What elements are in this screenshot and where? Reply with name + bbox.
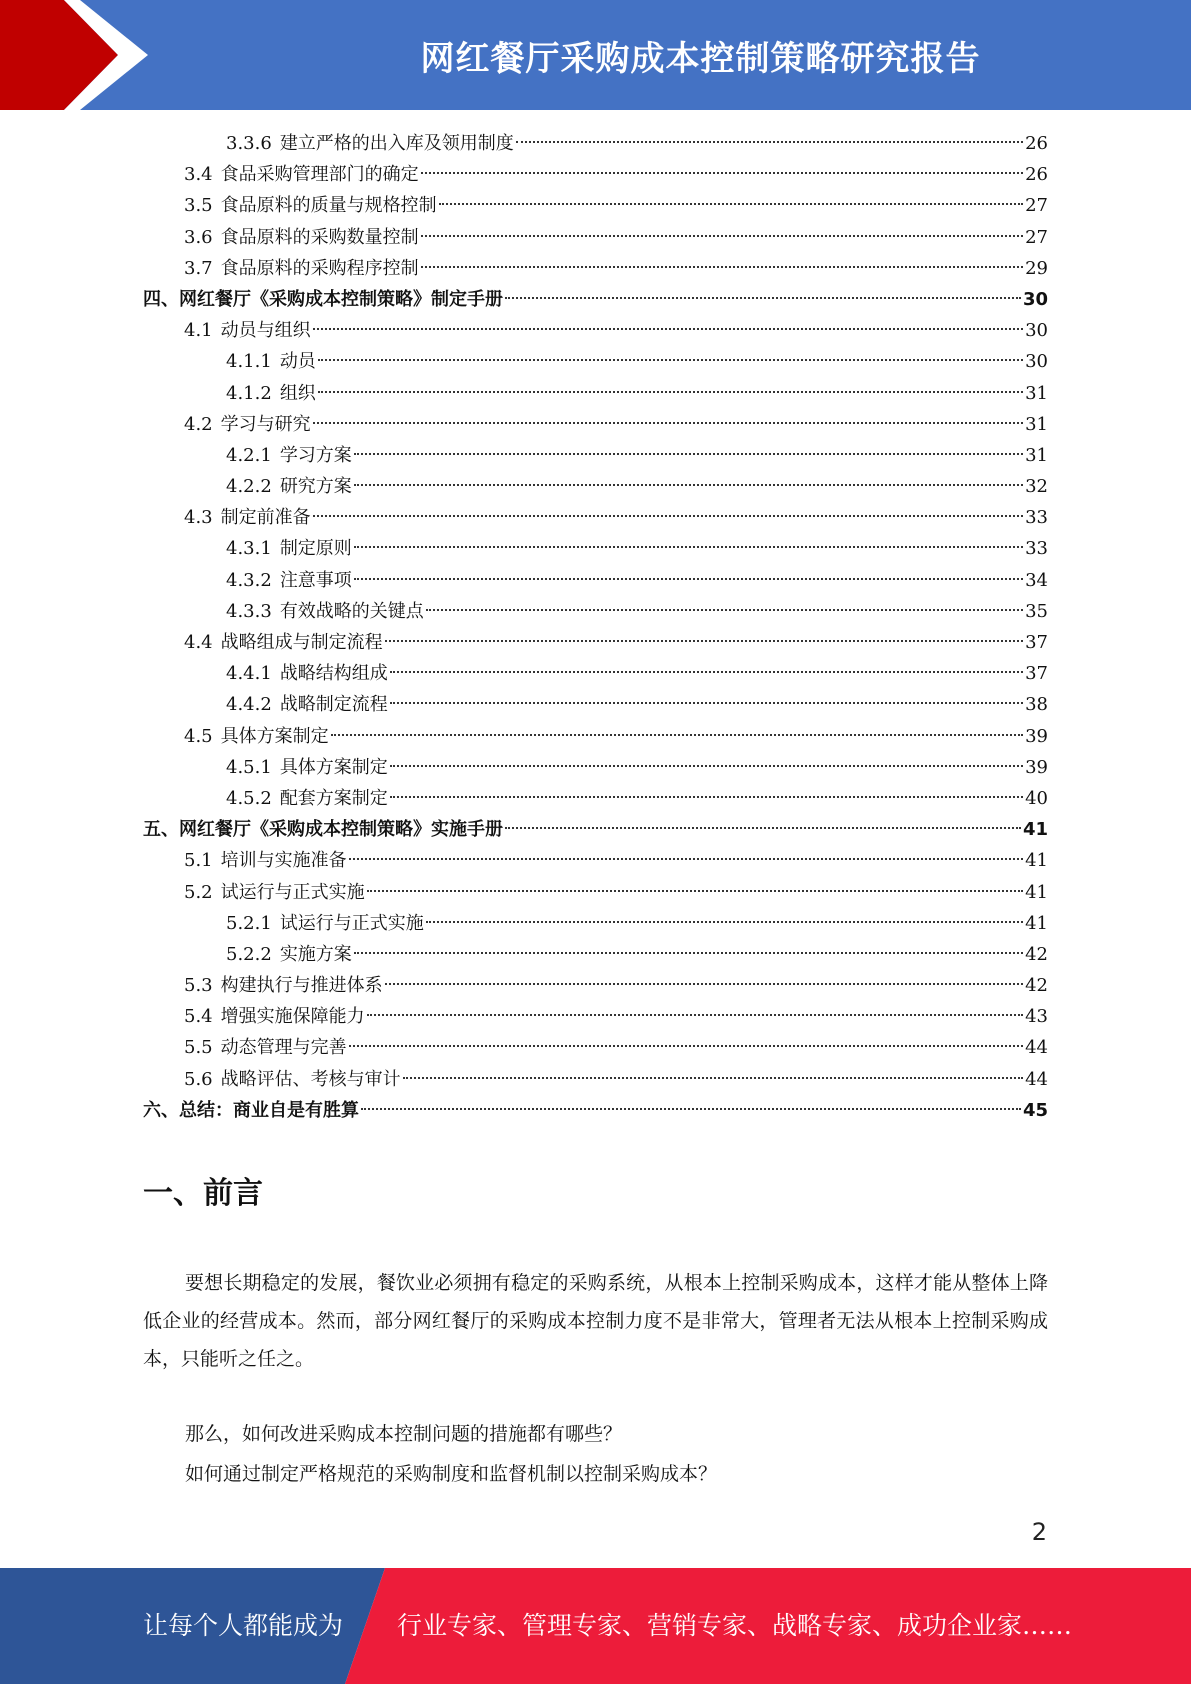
toc-entry-title: 战略结构组成 (279, 663, 388, 685)
toc-dot-leader (354, 546, 1023, 548)
toc-dot-leader (349, 858, 1023, 860)
toc-entry-page: 33 (1025, 507, 1048, 529)
toc-entry-title: 学习与研究 (220, 413, 311, 435)
toc-entry-page: 26 (1025, 133, 1048, 154)
toc-dot-leader (421, 235, 1023, 237)
toc-dot-leader (505, 297, 1021, 299)
toc-entry[interactable] (143, 1032, 1048, 1063)
toc-entry-number: 4.1.2 (226, 382, 272, 404)
toc-dot-leader (354, 453, 1023, 455)
toc-entry[interactable] (143, 471, 1048, 502)
toc-entry-title: 试运行与正式实施 (279, 912, 424, 934)
toc-entry-title: 网红餐厅《采购成本控制策略》制定手册 (179, 288, 503, 310)
toc-dot-leader (367, 1014, 1023, 1016)
toc-entry-title: 具体方案制定 (220, 725, 329, 747)
toc-entry-page: 34 (1025, 569, 1048, 591)
toc-entry-page: 30 (1025, 320, 1048, 342)
toc-entry-title: 注意事项 (279, 569, 352, 591)
toc-entry-title: 动员 (279, 351, 316, 373)
toc-dot-leader (390, 765, 1023, 767)
toc-entry-number: 3.4 (184, 164, 213, 186)
table-of-contents (143, 128, 1048, 1126)
toc-entry-page: 41 (1022, 819, 1048, 841)
footer-banner (0, 1568, 1191, 1684)
toc-entry-number: 4.4.1 (226, 663, 272, 685)
toc-entry[interactable] (143, 378, 1048, 409)
toc-entry[interactable] (143, 783, 1048, 814)
toc-entry-title: 研究方案 (279, 476, 352, 498)
toc-entry-title: 食品原料的质量与规格控制 (220, 195, 437, 217)
toc-entry[interactable] (143, 1095, 1048, 1126)
toc-dot-leader (385, 983, 1023, 985)
toc-dot-leader (367, 890, 1023, 892)
toc-entry-page: 44 (1025, 1068, 1048, 1090)
toc-entry-number: 5.5 (184, 1037, 213, 1059)
toc-entry-title: 网红餐厅《采购成本控制策略》实施手册 (179, 819, 503, 841)
toc-entry-title: 试运行与正式实施 (220, 881, 365, 903)
toc-entry[interactable] (143, 409, 1048, 440)
toc-entry-title: 增强实施保障能力 (220, 1006, 365, 1028)
toc-entry-page: 43 (1025, 1006, 1048, 1028)
toc-entry-page: 37 (1025, 663, 1048, 685)
toc-entry[interactable] (143, 658, 1048, 689)
toc-entry[interactable] (143, 689, 1048, 720)
toc-dot-leader (390, 796, 1023, 798)
question-line-1: 那么，如何改进采购成本控制问题的措施都有哪些？ (185, 1423, 623, 1445)
question-line-2: 如何通过制定严格规范的采购制度和监督机制以控制采购成本？ (185, 1463, 718, 1485)
toc-entry[interactable] (143, 440, 1048, 471)
toc-entry-number: 5.2.1 (226, 912, 272, 934)
toc-entry-number: 3.6 (184, 226, 213, 248)
toc-entry-number: 3.3.6 (226, 133, 272, 154)
toc-entry-page: 41 (1025, 912, 1048, 934)
toc-dot-leader (403, 1077, 1023, 1079)
toc-entry-page: 33 (1025, 538, 1048, 560)
toc-entry[interactable] (143, 346, 1048, 377)
toc-dot-leader (385, 640, 1023, 642)
toc-entry-title: 战略制定流程 (279, 694, 388, 716)
toc-entry-page: 40 (1025, 787, 1048, 809)
toc-entry-title: 食品原料的采购程序控制 (220, 257, 419, 279)
footer-slogan-left: 让每个人都能成为 (143, 1611, 344, 1640)
toc-entry-number: 5.2.2 (226, 943, 272, 965)
toc-dot-leader (361, 1108, 1021, 1110)
toc-dot-leader (421, 172, 1023, 174)
toc-entry-number: 4.2 (184, 413, 213, 435)
toc-entry-number: 4.1 (184, 320, 213, 342)
toc-entry-page: 35 (1025, 600, 1048, 622)
toc-dot-leader (318, 391, 1023, 393)
header-arrow-logo (0, 0, 160, 110)
toc-entry-number: 4.5.2 (226, 787, 272, 809)
toc-entry-number: 4.1.1 (226, 351, 272, 373)
toc-entry-title: 培训与实施准备 (220, 850, 347, 872)
toc-entry[interactable] (143, 533, 1048, 564)
toc-entry-title: 具体方案制定 (279, 756, 388, 778)
toc-entry-title: 配套方案制定 (279, 787, 388, 809)
toc-entry[interactable] (143, 222, 1048, 253)
toc-entry-page: 31 (1025, 382, 1048, 404)
toc-entry-number: 4.3.1 (226, 538, 272, 560)
toc-entry-title: 战略评估、考核与审计 (220, 1068, 401, 1090)
toc-entry-title: 总结：商业自是有胜算 (179, 1099, 359, 1121)
toc-entry-number: 5.6 (184, 1068, 213, 1090)
toc-dot-leader (439, 203, 1023, 205)
toc-entry-number: 五、 (143, 819, 179, 841)
toc-entry-title: 战略组成与制定流程 (220, 632, 383, 653)
toc-entry-page: 30 (1022, 288, 1048, 310)
toc-dot-leader (331, 734, 1023, 736)
toc-entry-number: 4.5.1 (226, 756, 272, 778)
toc-entry-number: 5.3 (184, 975, 213, 997)
toc-entry-number: 3.7 (184, 257, 213, 279)
toc-entry-page: 30 (1025, 351, 1048, 373)
toc-dot-leader (318, 359, 1023, 361)
toc-entry[interactable] (143, 877, 1048, 908)
toc-entry-page: 44 (1025, 1037, 1048, 1059)
toc-entry-page: 27 (1025, 195, 1048, 217)
toc-entry[interactable] (143, 565, 1048, 596)
toc-entry-title: 制定前准备 (220, 507, 311, 529)
toc-entry[interactable] (143, 814, 1048, 845)
toc-entry-title: 食品采购管理部门的确定 (220, 164, 419, 186)
toc-entry-title: 实施方案 (279, 943, 352, 965)
toc-entry-page: 39 (1025, 756, 1048, 778)
header-bar (0, 0, 1191, 110)
section-heading: 一、前言 (143, 1176, 263, 1211)
page-number: 2 (1031, 1518, 1047, 1546)
toc-entry-title: 制定原则 (279, 538, 352, 560)
toc-entry-number: 5.1 (184, 850, 213, 872)
toc-entry-number: 5.4 (184, 1006, 213, 1028)
toc-dot-leader (354, 952, 1023, 954)
toc-entry[interactable] (143, 721, 1048, 752)
toc-entry-number: 4.4 (184, 632, 213, 653)
toc-entry[interactable] (143, 128, 1048, 159)
toc-entry-page: 42 (1025, 975, 1048, 997)
toc-dot-leader (354, 484, 1023, 486)
toc-entry[interactable] (143, 908, 1048, 939)
toc-entry-page: 45 (1022, 1099, 1048, 1121)
toc-entry-page: 37 (1025, 632, 1048, 653)
toc-entry[interactable] (143, 845, 1048, 876)
toc-entry-title: 学习方案 (279, 444, 352, 466)
toc-entry-number: 5.2 (184, 881, 213, 903)
toc-entry[interactable] (143, 315, 1048, 346)
toc-entry-number: 3.5 (184, 195, 213, 217)
toc-dot-leader (313, 328, 1023, 330)
toc-dot-leader (349, 1045, 1023, 1047)
toc-entry[interactable] (143, 939, 1048, 970)
toc-entry[interactable] (143, 1064, 1048, 1095)
toc-entry-number: 4.2.2 (226, 476, 272, 498)
toc-entry[interactable] (143, 284, 1048, 315)
toc-entry-number: 4.3.2 (226, 569, 272, 591)
toc-entry-page: 41 (1025, 850, 1048, 872)
toc-dot-leader (313, 422, 1023, 424)
toc-entry-page: 27 (1025, 226, 1048, 248)
toc-entry[interactable] (143, 596, 1048, 627)
toc-entry[interactable] (143, 502, 1048, 533)
footer-slogan-right: 行业专家、管理专家、营销专家、战略专家、成功企业家…… (397, 1611, 1073, 1640)
toc-entry-page: 41 (1025, 881, 1048, 903)
toc-dot-leader (505, 827, 1021, 829)
toc-entry[interactable] (143, 1001, 1048, 1032)
toc-entry-number: 六、 (143, 1099, 179, 1121)
toc-entry-page: 26 (1025, 164, 1048, 186)
toc-entry-page: 32 (1025, 476, 1048, 498)
toc-entry-title: 建立严格的出入库及领用制度 (279, 133, 514, 154)
toc-entry-number: 4.5 (184, 725, 213, 747)
toc-entry[interactable] (143, 752, 1048, 783)
toc-entry[interactable] (143, 253, 1048, 284)
toc-entry-number: 4.3 (184, 507, 213, 529)
toc-entry-title: 食品原料的采购数量控制 (220, 226, 419, 248)
toc-dot-leader (516, 141, 1023, 143)
toc-entry-page: 42 (1025, 943, 1048, 965)
document-title: 网红餐厅采购成本控制策略研究报告 (420, 38, 981, 79)
intro-paragraph: 要想长期稳定的发展，餐饮业必须拥有稳定的采购系统，从根本上控制采购成本，这样才能从整体上降低企业的经营成本。然而，部分网红餐厅的采购成本控制力度不是非常大，管理者无法从根本上控制采购成本，只能听之任之。 (143, 1272, 1048, 1370)
toc-entry[interactable] (143, 627, 1048, 658)
toc-entry-title: 有效战略的关键点 (279, 600, 424, 622)
toc-entry-page: 38 (1025, 694, 1048, 716)
toc-entry[interactable] (143, 159, 1048, 190)
toc-entry-title: 动态管理与完善 (220, 1037, 347, 1059)
toc-entry-title: 构建执行与推进体系 (220, 975, 383, 997)
toc-dot-leader (390, 671, 1023, 673)
toc-entry-page: 31 (1025, 444, 1048, 466)
toc-entry[interactable] (143, 190, 1048, 221)
toc-entry-page: 39 (1025, 725, 1048, 747)
toc-entry-title: 动员与组织 (220, 320, 311, 342)
toc-entry-title: 组织 (279, 382, 316, 404)
toc-dot-leader (421, 266, 1023, 268)
toc-entry[interactable] (143, 970, 1048, 1001)
toc-entry-number: 四、 (143, 288, 179, 310)
toc-entry-number: 4.2.1 (226, 444, 272, 466)
toc-dot-leader (426, 921, 1023, 923)
toc-dot-leader (313, 515, 1023, 517)
toc-entry-page: 31 (1025, 413, 1048, 435)
toc-dot-leader (426, 609, 1023, 611)
toc-entry-number: 4.3.3 (226, 600, 272, 622)
toc-dot-leader (390, 702, 1023, 704)
toc-entry-page: 29 (1025, 257, 1048, 279)
toc-dot-leader (354, 578, 1023, 580)
toc-entry-number: 4.4.2 (226, 694, 272, 716)
